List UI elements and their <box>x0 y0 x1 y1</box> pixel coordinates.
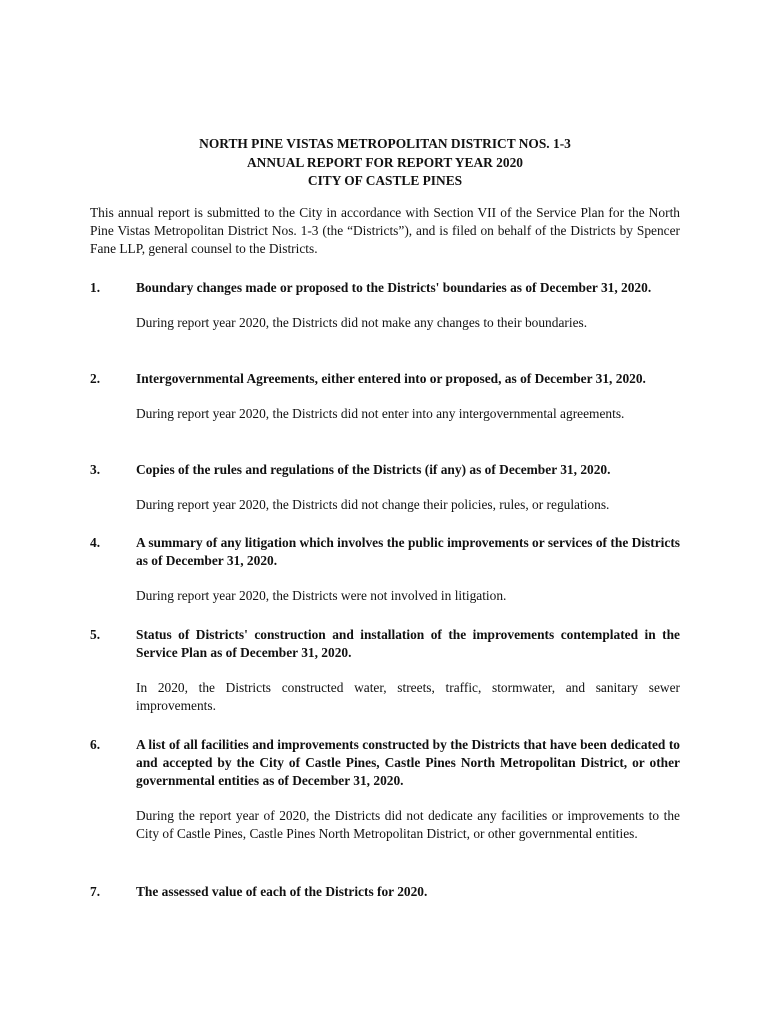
section-body: During report year 2020, the Districts did not change their policies, rules, or regulations. <box>136 497 610 512</box>
document-title <box>90 135 680 191</box>
section-5 <box>90 626 680 715</box>
section-6 <box>90 736 680 843</box>
section-heading: Status of Districts' construction and installation of the improvements contemplated in the Service Plan as of December 31, 2020. <box>136 627 680 660</box>
section-heading: Boundary changes made or proposed to the Districts' boundaries as of December 31, 2020. <box>136 280 652 295</box>
section-body: In 2020, the Districts constructed water, streets, traffic, stormwater, and sanitary sewer improvements. <box>136 680 680 713</box>
section-2 <box>90 370 680 423</box>
section-number: 4. <box>90 535 101 550</box>
title-line-report: ANNUAL REPORT FOR REPORT YEAR 2020 <box>247 154 523 170</box>
section-heading: Copies of the rules and regulations of the Districts (if any) as of December 31, 2020. <box>136 462 611 477</box>
title-line-city: CITY OF CASTLE PINES <box>307 173 463 188</box>
title-line-district: NORTH PINE VISTAS METROPOLITAN DISTRICT NOS. 1-3 <box>199 136 571 151</box>
section-heading: A list of all facilities and improvements constructed by the Districts that have been dedicated to and accepted by the City of Castle Pines, Castle Pines North Metropolitan District, or other governmental entities as of December 31, 2020. <box>136 737 680 788</box>
section-number: 1. <box>90 280 101 295</box>
section-number: 6. <box>90 737 101 752</box>
section-body: During report year 2020, the Districts did not enter into any intergovernmental agreements. <box>136 406 625 421</box>
section-body: During the report year of 2020, the Districts did not dedicate any facilities or improvements to the City of Castle Pines, Castle Pines North Metropolitan District, or other governmental entities. <box>136 808 680 841</box>
section-heading: A summary of any litigation which involves the public improvements or services of the Districts as of December 31, 2020. <box>136 535 680 568</box>
section-7 <box>90 883 680 901</box>
section-heading: The assessed value of each of the Districts for 2020. <box>136 884 428 899</box>
section-number: 7. <box>90 884 101 899</box>
section-number: 2. <box>90 371 101 386</box>
section-heading: Intergovernmental Agreements, either entered into or proposed, as of December 31, 2020. <box>136 371 646 386</box>
section-number: 3. <box>90 462 101 477</box>
intro-paragraph: This annual report is submitted to the City in accordance with Section VII of the Service Plan for the North Pine Vistas Metropolitan District Nos. 1-3 (the “Districts”), and is filed on behalf of the Districts by Spencer Fane LLP, general counsel to the Districts. <box>90 205 680 256</box>
section-body: During report year 2020, the Districts did not make any changes to their boundaries. <box>136 315 588 330</box>
section-number: 5. <box>90 627 101 642</box>
section-4 <box>90 534 680 605</box>
section-3 <box>90 461 680 514</box>
section-body: During report year 2020, the Districts were not involved in litigation. <box>136 588 507 603</box>
section-1 <box>90 279 680 332</box>
